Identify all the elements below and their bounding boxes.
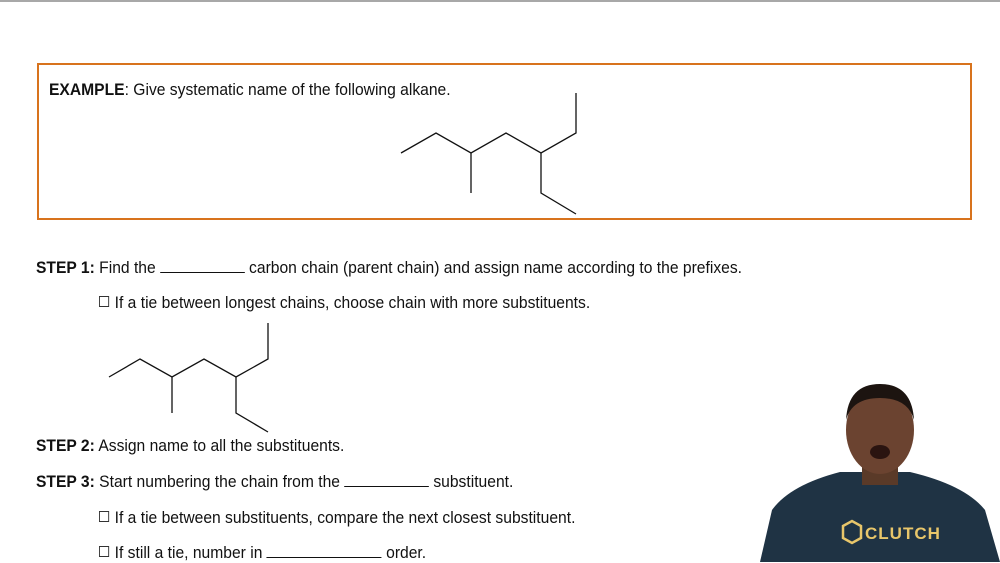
checkbox-bullet-icon <box>99 511 109 522</box>
blank-field <box>344 472 429 487</box>
step3-bullet-1: If a tie between substituents, compare the next closest substituent. <box>99 508 575 528</box>
shirt-logo-text: CLUTCH <box>865 524 941 543</box>
step1-bullet: If a tie between longest chains, choose chain with more substituents. <box>99 293 590 313</box>
instructor-video <box>760 380 1000 562</box>
blank-field <box>160 258 245 273</box>
example-prompt: EXAMPLE: Give systematic name of the following alkane. <box>49 80 451 99</box>
example-alkane-structure <box>401 93 576 214</box>
step2-text: STEP 2: Assign name to all the substituents. <box>36 436 345 455</box>
step3-text: STEP 3: Start numbering the chain from the substituent. <box>36 472 514 491</box>
step1-alkane-structure <box>109 323 268 432</box>
checkbox-bullet-icon <box>99 296 109 307</box>
step1-text: STEP 1: Find the carbon chain (parent chain) and assign name according to the prefixes. <box>36 258 743 277</box>
blank-field <box>267 543 382 558</box>
step3-bullet-2: If still a tie, number in order. <box>99 543 426 563</box>
checkbox-bullet-icon <box>99 546 109 557</box>
